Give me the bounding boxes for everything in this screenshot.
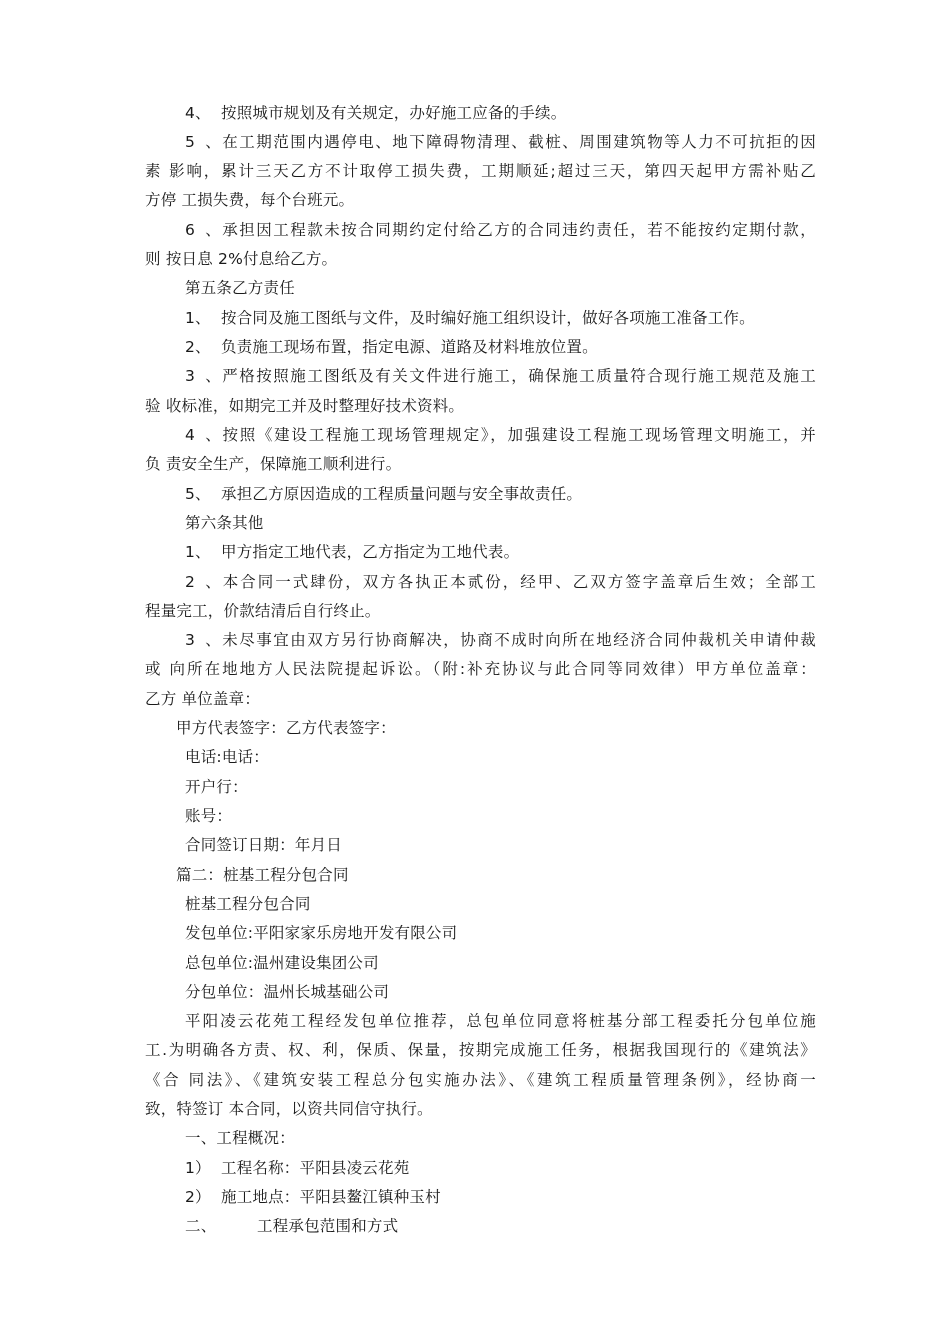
clause-5-line-1: 5、在工期范围内遇停电、地下障碍物清理、截桩、周围建筑物等人力不可抗拒的因 <box>185 133 816 151</box>
party-b-clause-3-line-1: 3、严格按照施工图纸及有关文件进行施工，确保施工质量符合现行施工规范及施工 <box>185 367 816 385</box>
clause-5-line-2: 素 影响，累计三天乙方不计取停工损失费，工期顺延;超过三天，第四天起甲方需补贴乙 <box>145 162 816 180</box>
party-b-clause-1: 1、 按合同及施工图纸与文件，及时编好施工组织设计，做好各项施工准备工作。 <box>185 309 755 327</box>
party-b-clause-4-line-1: 4、按照《建设工程施工现场管理规定》，加强建设工程施工现场管理文明施工，并 <box>185 426 816 444</box>
subcontractor-line: 分包单位：温州长城基础公司 <box>185 983 390 1001</box>
general-contractor-line: 总包单位:温州建设集团公司 <box>185 954 379 972</box>
party-b-clause-2: 2、 负责施工现场布置，指定电源、道路及材料堆放位置。 <box>185 338 598 356</box>
account-line: 账号： <box>185 807 233 825</box>
other-clause-3-line-2: 或 向所在地地方人民法院提起诉讼。（附:补充协议与此合同等同效律）甲方单位盖章： <box>145 660 816 678</box>
employer-line: 发包单位:平阳家家乐房地开发有限公司 <box>185 924 458 942</box>
section-1-heading: 一、工程概况： <box>185 1129 295 1147</box>
bank-line: 开户行： <box>185 778 248 796</box>
clause-6-line-2: 则 按日息 2%付息给乙方。 <box>145 250 338 268</box>
clause-5-line-3: 方停 工损失费，每个台班元。 <box>145 191 355 209</box>
party-b-clause-3-line-2: 验 收标准，如期完工并及时整理好技术资料。 <box>145 397 465 415</box>
party-b-clause-5: 5、 承担乙方原因造成的工程质量问题与安全事故责任。 <box>185 485 583 503</box>
project-location-line: 2） 施工地点：平阳县鳌江镇种玉村 <box>185 1188 441 1206</box>
preamble-line-1: 平阳凌云花苑工程经发包单位推荐，总包单位同意将桩基分部工程委托分包单位施 <box>185 1012 816 1030</box>
other-clause-1: 1、 甲方指定工地代表，乙方指定为工地代表。 <box>185 543 520 561</box>
other-clause-2-line-2: 程量完工，价款结清后自行终止。 <box>145 602 381 620</box>
contract-title: 桩基工程分包合同 <box>185 895 311 913</box>
phone-line: 电话:电话： <box>185 748 269 766</box>
clause-4-text: 4、 按照城市规划及有关规定，办好施工应备的手续。 <box>185 104 567 122</box>
other-clause-3-line-3: 乙方 单位盖章： <box>145 690 261 708</box>
project-name-line: 1） 工程名称：平阳县凌云花苑 <box>185 1159 410 1177</box>
article-5-heading: 第五条乙方责任 <box>185 279 295 297</box>
article-6-heading: 第六条其他 <box>185 514 264 532</box>
preamble-line-3: 《合 同法》、《建筑安装工程总分包实施办法》、《建筑工程质量管理条例》，经协商一 <box>145 1071 816 1089</box>
section-2-heading: 二、 工程承包范围和方式 <box>185 1217 399 1235</box>
representative-signatures: 甲方代表签字：乙方代表签字： <box>176 719 396 737</box>
chapter-2-heading: 篇二：桩基工程分包合同 <box>176 866 349 884</box>
party-b-clause-4-line-2: 负 责安全生产，保障施工顺利进行。 <box>145 455 402 473</box>
preamble-line-2: 工.为明确各方责、权、利，保质、保量，按期完成施工任务，根据我国现行的《建筑法》 <box>145 1041 816 1059</box>
other-clause-2-line-1: 2、本合同一式肆份，双方各执正本贰份，经甲、乙双方签字盖章后生效；全部工 <box>185 573 816 591</box>
clause-6-line-1: 6、承担因工程款未按合同期约定付给乙方的合同违约责任，若不能按约定期付款， <box>185 221 816 239</box>
preamble-line-4: 致，特签订 本合同，以资共同信守执行。 <box>145 1100 433 1118</box>
other-clause-3-line-1: 3、未尽事宜由双方另行协商解决，协商不成时向所在地经济合同仲裁机关申请仲裁 <box>185 631 816 649</box>
signing-date-line: 合同签订日期：年月日 <box>185 836 343 854</box>
